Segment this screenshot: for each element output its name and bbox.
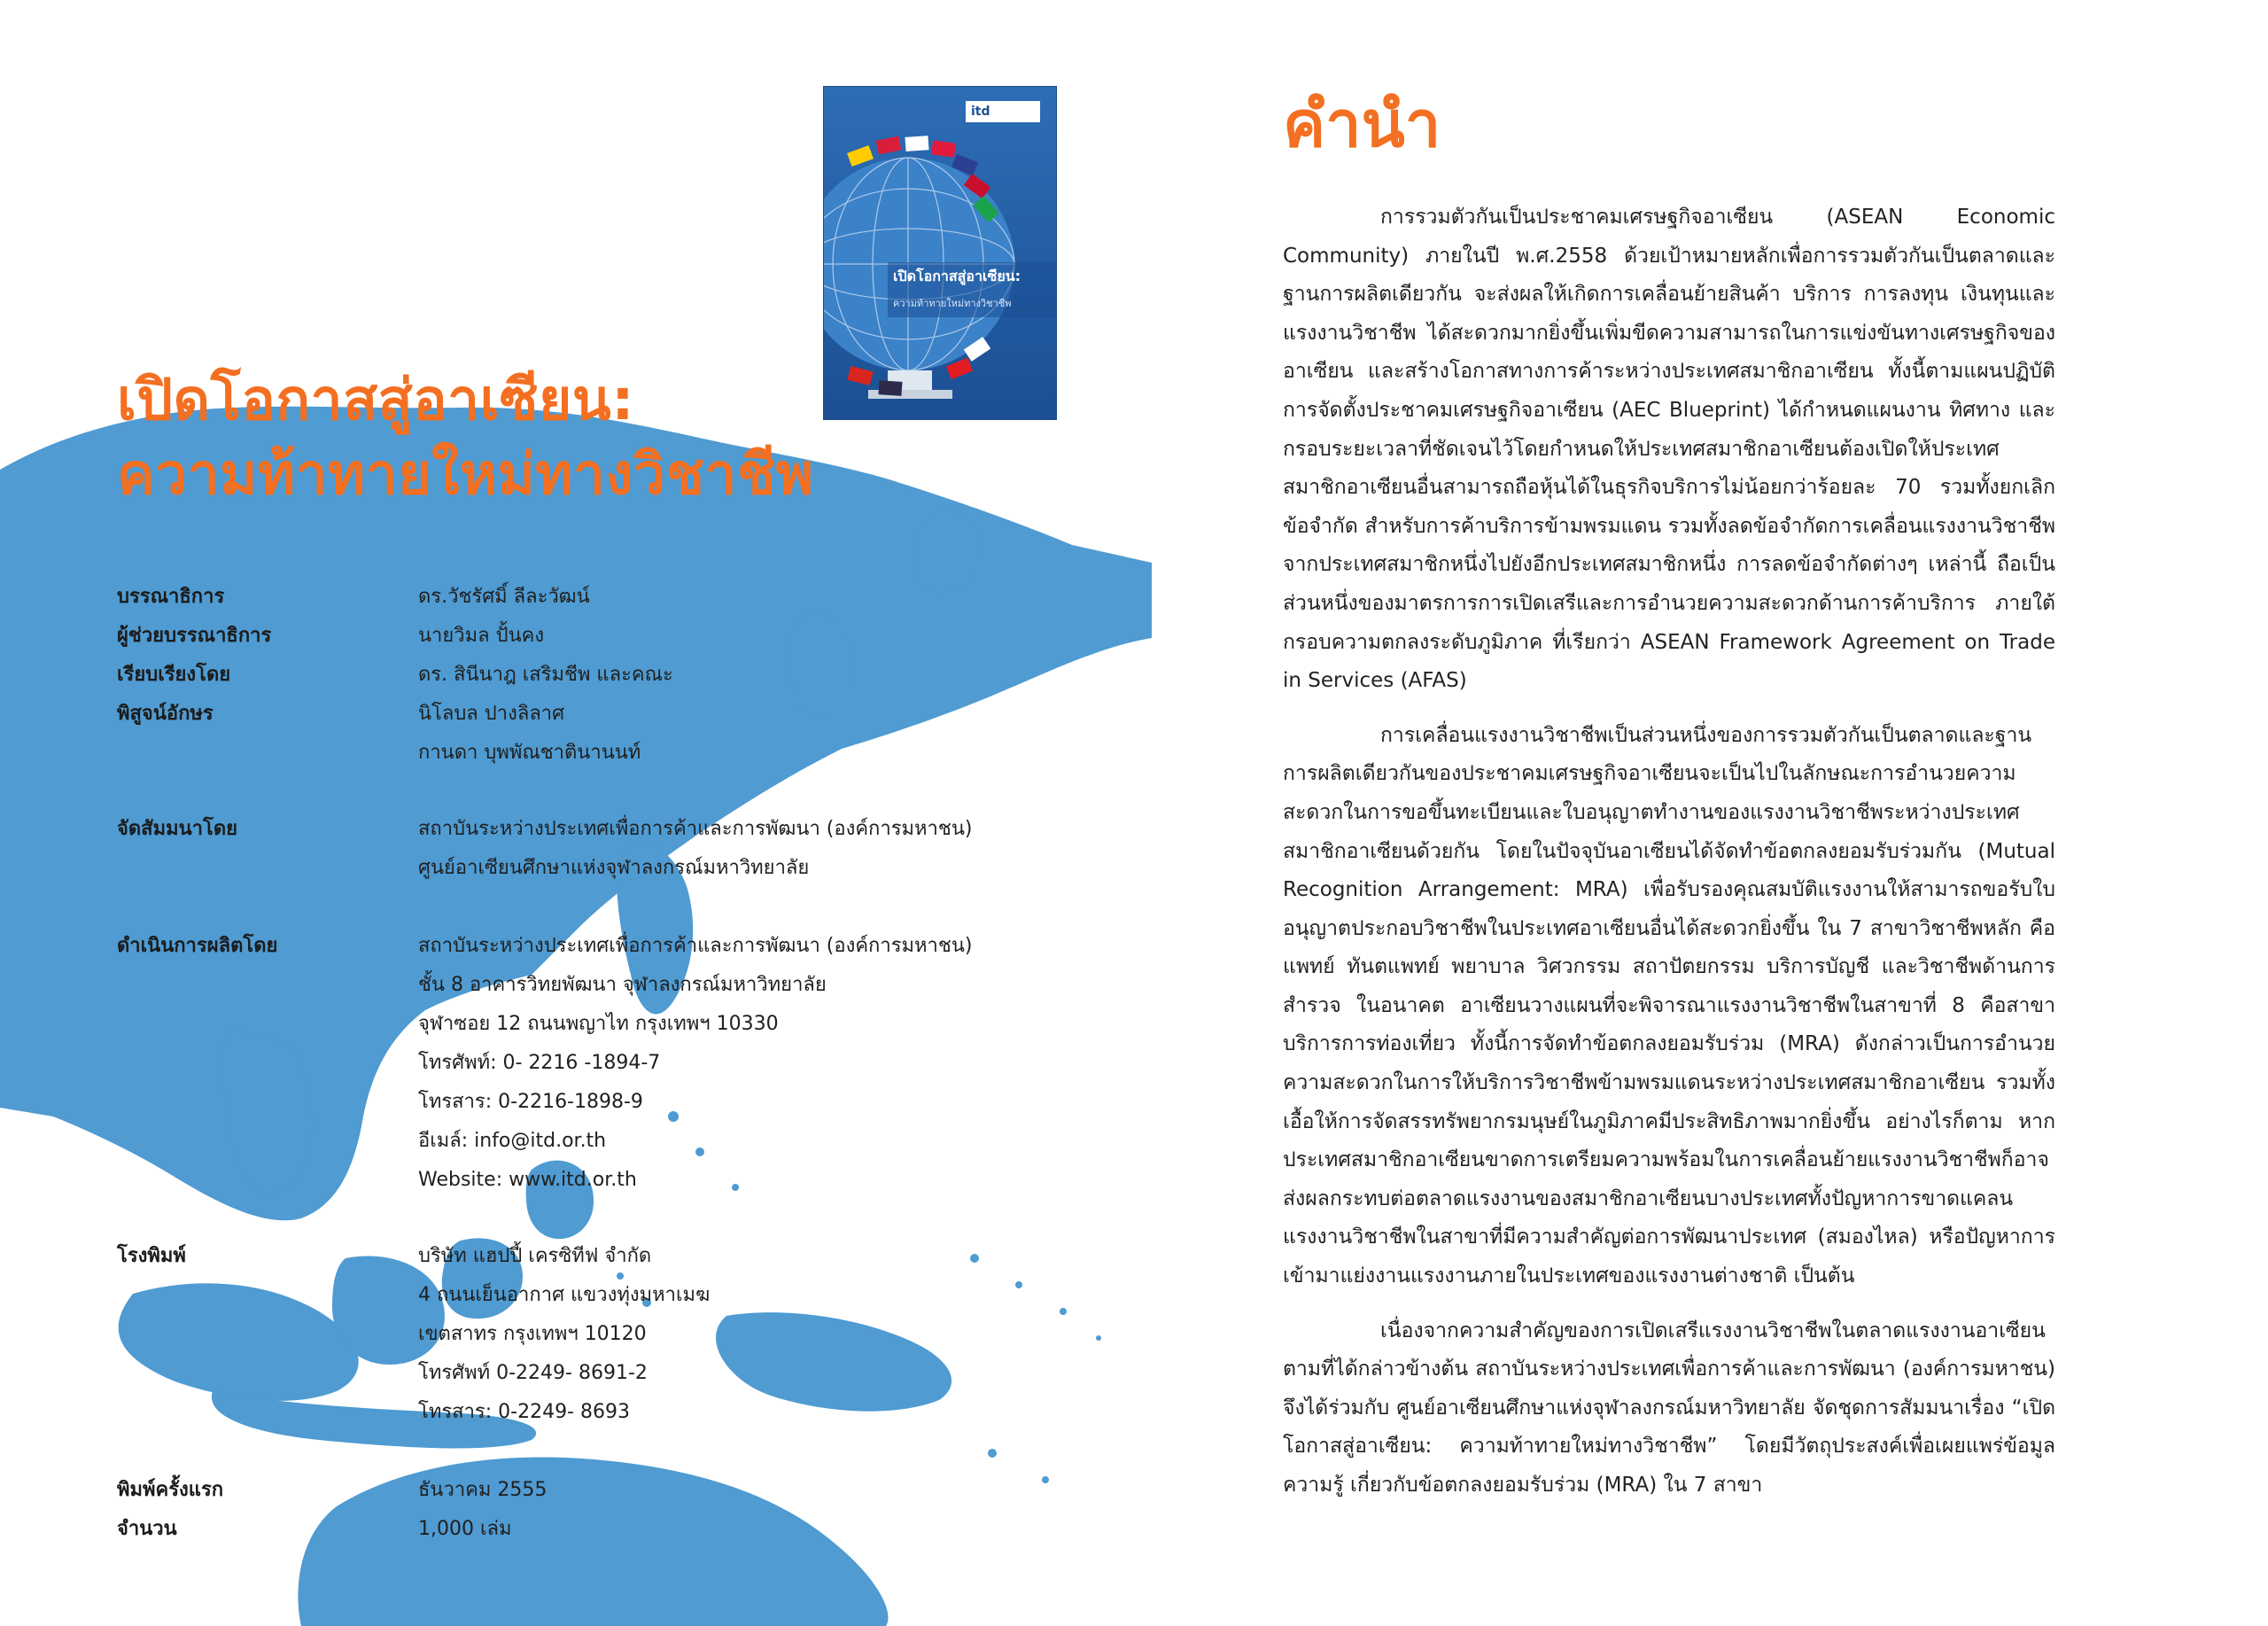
credit-value: สถาบันระหว่างประเทศเพื่อการค้าและการพัฒนา (องค์การมหาชน): [418, 818, 973, 840]
cover-title: เปิดโอกาสสู่อาเซียน:: [893, 268, 1021, 284]
book-title: [117, 363, 1003, 512]
credit-value: ดร.วัชรัศมิ์ ลีละวัฒน์: [418, 586, 590, 608]
cover-subtitle: ความท้าทายใหม่ทางวิชาชีพ: [893, 298, 1012, 309]
credit-value: สถาบันระหว่างประเทศเพื่อการค้าและการพัฒนา (องค์การมหาชน): [418, 935, 973, 957]
credits-print-info: [117, 1471, 1056, 1549]
credits-production: [117, 927, 1056, 1200]
credit-value: ชั้น 8 อาคารวิทยพัฒนา จุฬาลงกรณ์มหาวิทยาลัย: [418, 974, 827, 996]
credit-value: ดร. สินีนาฎ เสริมชีพ และคณะ: [418, 664, 673, 686]
credit-value: ธันวาคม 2555: [418, 1479, 548, 1501]
foreword-paragraph: การเคลื่อนแรงงานวิชาชีพเป็นส่วนหนึ่งของการรวมตัวกันเป็นตลาดและฐานการผลิตเดียวกันของประชาคมเศรษฐกิจอาเซียนจะเป็นไปในลักษณะการอำนวยความสะดวกในการขอขึ้นทะเบียนและใบอนุญาตทำงานของแรงงานวิชาชีพระหว่างประเทศสมาชิกอาเซียนด้วยกัน โดยในปัจจุบันอาเซียนได้จัดทำข้อตกลงยอมรับร่วมกัน (Mutual Recognition Arrangement: MRA) เพื่อรับรองคุณสมบัติแรงงานให้สามารถขอรับใบอนุญาตประกอบวิชาชีพในประเทศอาเซียนอื่นได้สะดวกยิ่งขึ้น ใน 7 สาขาวิชาชีพหลัก คือ แพทย์ ทันตแพทย์ พยาบาล วิศวกรรม สถาปัตยกรรม บริการบัญชี และวิชาชีพด้านการสำรวจ ในอนาคต อาเซียนวางแผนที่จะพิจารณาแรงงานวิชาชีพในสาขาที่ 8 คือสาขาบริการการท่องเที่ยว ทั้งนี้การจัดทำข้อตกลงยอมรับร่วม (MRA) ดังกล่าวเป็นการอำนวยความสะดวกในการให้บริการวิชาชีพข้ามพรมแดนระหว่างประเทศสมาชิกอาเซียน รวมทั้งเอื้อให้การจัดสรรทรัพยากรมนุษย์ในภูมิภาคมีประสิทธิภาพมากยิ่งขึ้น อย่างไรก็ตาม หากประเทศสมาชิกอาเซียนขาดการเตรียมความพร้อมในการเคลื่อนย้ายแรงงานวิชาชีพก็อาจส่งผลกระทบต่อตลาดแรงงานของสมาชิกอาเซียนบางประเทศทั้งปัญหาการขาดแคลนแรงงานวิชาชีพในสาขาที่มีความสำคัญต่อการพัฒนาประเทศ (สมองไหล) หรือปัญหาการเข้ามาแย่งงานแรงงานภายในประเทศของแรงงานต่างชาติ เป็นต้น: [1283, 723, 2055, 1288]
credit-label-assistant-editor: ผู้ช่วยบรรณาธิการ: [117, 625, 272, 647]
credits-printer: [117, 1237, 1056, 1432]
credit-label-first-print: พิมพ์ครั้งแรก: [117, 1479, 224, 1501]
credit-value: โทรศัพท์: 0- 2216 -1894-7: [418, 1052, 661, 1074]
credit-value: นิโลบล ปางลิลาศ: [418, 703, 565, 725]
book-title-line-1: เปิดโอกาสสู่อาเซียน:: [117, 368, 635, 433]
foreword-paragraph: เนื่องจากความสำคัญของการเปิดเสรีแรงงานวิชาชีพในตลาดแรงงานอาเซียนตามที่ได้กล่าวข้างต้น สถาบันระหว่างประเทศเพื่อการค้าและการพัฒนา (องค์การมหาชน) จึงได้ร่วมกับ ศูนย์อาเซียนศึกษาแห่งจุฬาลงกรณ์มหาวิทยาลัย จัดชุดการสัมมนาเรื่อง “เปิดโอกาสสู่อาเซียน: ความท้าทายใหม่ทางวิชาชีพ” โดยมีวัตถุประสงค์เพื่อเผยแพร่ข้อมูล ความรู้ เกี่ยวกับข้อตกลงยอมรับร่วม (MRA) ใน 7 สาขา: [1283, 1319, 2055, 1497]
credit-label-compiled-by: เรียบเรียงโดย: [117, 664, 231, 686]
credit-value: โทรสาร: 0-2249- 8693: [418, 1401, 630, 1423]
credit-value: โทรศัพท์ 0-2249- 8691-2: [418, 1362, 648, 1384]
credit-value: 4 ถนนเย็นอากาศ แขวงทุ่งมหาเมฆ: [418, 1284, 711, 1306]
credit-label-seminar: จัดสัมมนาโดย: [117, 818, 237, 840]
credit-label-editor: บรรณาธิการ: [117, 586, 225, 608]
credits-seminar: [117, 810, 1056, 888]
credit-value: กานดา บุพพัณชาตินานนท์: [418, 742, 641, 764]
credit-value: นายวิมล ปั้นคง: [418, 625, 545, 647]
itd-logo: itd: [966, 101, 1040, 122]
credit-value: จุฬาซอย 12 ถนนพญาไท กรุงเทพฯ 10330: [418, 1013, 779, 1035]
credit-label-proofreader: พิสูจน์อักษร: [117, 703, 214, 725]
foreword-body: [1283, 198, 2055, 1521]
credit-value: Website: www.itd.or.th: [418, 1169, 637, 1191]
credit-value: โทรสาร: 0-2216-1898-9: [418, 1091, 643, 1113]
credit-label-production: ดำเนินการผลิตโดย: [117, 935, 278, 957]
credit-value: บริษัท แฮปปี้ เครซิทีฟ จำกัด: [418, 1245, 652, 1267]
foreword-heading: คำนำ: [1283, 87, 1441, 161]
credit-label-printer: โรงพิมพ์: [117, 1245, 186, 1267]
book-title-line-2: ความท้าทายใหม่ทางวิชาชีพ: [117, 442, 814, 508]
credit-value: อีเมล์: info@itd.or.th: [418, 1130, 607, 1152]
credit-label-quantity: จำนวน: [117, 1518, 177, 1540]
credit-value: 1,000 เล่ม: [418, 1518, 512, 1540]
credits-editors: [117, 578, 1056, 773]
credit-value: ศูนย์อาเซียนศึกษาแห่งจุฬาลงกรณ์มหาวิทยาลัย: [418, 857, 810, 879]
credit-value: เขตสาทร กรุงเทพฯ 10120: [418, 1323, 647, 1345]
foreword-paragraph: การรวมตัวกันเป็นประชาคมเศรษฐกิจอาเซียน (ASEAN Economic Community) ภายในปี พ.ศ.2558 ด้วยเป้าหมายหลักเพื่อการรวมตัวกันเป็นตลาดและฐานการผลิตเดียวกัน จะส่งผลให้เกิดการเคลื่อนย้ายสินค้า บริการ การลงทุน เงินทุนและแรงงานวิชาชีพ ได้สะดวกมากยิ่งขึ้นเพิ่มขีดความสามารถในการแข่งขันทางเศรษฐกิจของอาเซียน และสร้างโอกาสทางการค้าระหว่างประเทศสมาชิกอาเซียน ทั้งนี้ตามแผนปฏิบัติการจัดตั้งประชาคมเศรษฐกิจอาเซียน (AEC Blueprint) ได้กำหนดแผนงาน ทิศทาง และกรอบระยะเวลาที่ชัดเจนไว้โดยกำหนดให้ประเทศสมาชิกอาเซียนต้องเปิดให้ประเทศสมาชิกอาเซียนอื่นสามารถถือหุ้นได้ในธุรกิจบริการไม่น้อยกว่าร้อยละ 70 รวมทั้งยกเลิกข้อจำกัด สำหรับการค้าบริการข้ามพรมแดน รวมทั้งลดข้อจำกัดการเคลื่อนแรงงานวิชาชีพจากประเทศสมาชิกหนึ่งไปยังอีกประเทศสมาชิกหนึ่ง การลดข้อจำกัดต่างๆ เหล่านี้ ถือเป็นส่วนหนึ่งของมาตรการการเปิดเสรีและการอำนวยความสะดวกด้านการค้าบริการ ภายใต้กรอบความตกลงระดับภูมิภาค ที่เรียกว่า ASEAN Framework Agreement on Trade in Services (AFAS): [1283, 206, 2055, 693]
